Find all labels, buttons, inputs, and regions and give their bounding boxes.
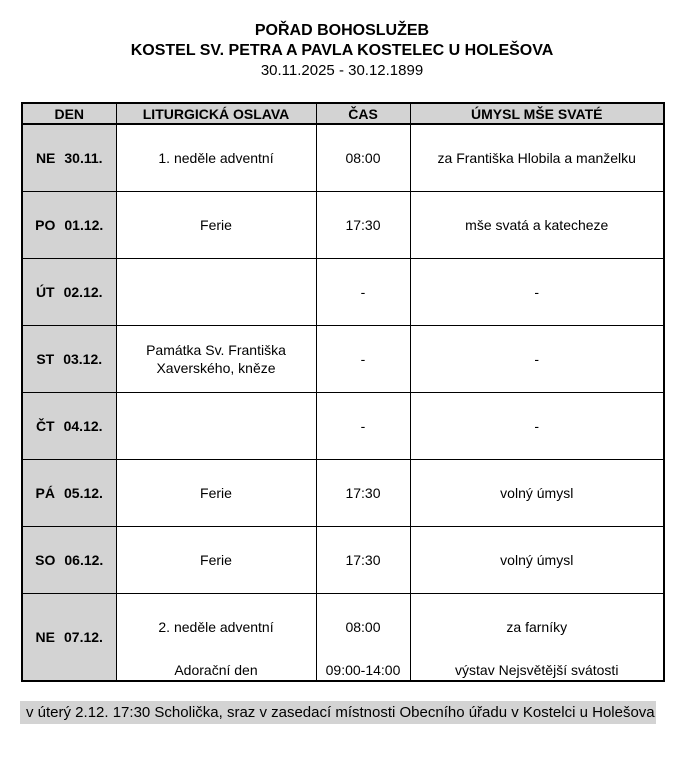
table-row xyxy=(22,392,664,459)
day-cell xyxy=(22,124,116,191)
day-abbr: PO xyxy=(35,216,56,233)
day-date: 03.12. xyxy=(63,350,103,367)
table-row xyxy=(22,124,664,191)
liturgy-cell xyxy=(116,593,316,681)
table-row xyxy=(22,191,664,258)
column-header-liturgicka-oslava: LITURGICKÁ OSLAVA xyxy=(116,103,316,124)
intention-line-1: za farníky xyxy=(506,619,568,636)
day-date: 05.12. xyxy=(64,484,103,501)
liturgy-cell: 1. neděle adventní xyxy=(116,124,316,191)
time-cell xyxy=(316,593,410,681)
day-cell xyxy=(22,325,116,392)
day-date: 30.11. xyxy=(64,149,103,166)
document-header xyxy=(0,0,684,81)
day-abbr: ST xyxy=(36,350,55,367)
time-cell: - xyxy=(316,392,410,459)
day-date: 02.12. xyxy=(63,283,103,300)
intention-line-2: výstav Nejsvětější svátosti xyxy=(455,661,619,678)
liturgy-line-2: Adorační den xyxy=(174,661,258,678)
intention-cell: volný úmysl xyxy=(410,526,664,593)
liturgy-line-1: 2. neděle adventní xyxy=(158,619,274,636)
day-abbr: NE xyxy=(35,628,55,645)
day-date: 01.12. xyxy=(64,216,104,233)
day-cell xyxy=(22,593,116,681)
intention-cell: - xyxy=(410,392,664,459)
column-header-cas: ČAS xyxy=(316,103,410,124)
day-abbr: ÚT xyxy=(35,283,55,300)
doc-subtitle: KOSTEL SV. PETRA A PAVLA KOSTELEC U HOLEŠOVA xyxy=(130,42,554,59)
day-date: 07.12. xyxy=(64,628,103,645)
time-cell: 17:30 xyxy=(316,459,410,526)
column-header-den: DEN xyxy=(22,103,116,124)
liturgy-cell: Ferie xyxy=(116,191,316,258)
doc-date-range: 30.11.2025 - 30.12.1899 xyxy=(260,62,424,79)
day-abbr: ČT xyxy=(35,417,55,434)
day-abbr: NE xyxy=(35,149,56,166)
intention-cell xyxy=(410,593,664,681)
liturgy-cell xyxy=(116,258,316,325)
table-row xyxy=(22,258,664,325)
table-row xyxy=(22,593,664,681)
header-row xyxy=(22,103,664,124)
day-cell xyxy=(22,258,116,325)
time-cell: 17:30 xyxy=(316,191,410,258)
table-row xyxy=(22,526,664,593)
time-cell: 17:30 xyxy=(316,526,410,593)
table-row xyxy=(22,459,664,526)
intention-cell: mše svatá a katecheze xyxy=(410,191,664,258)
doc-title: POŘAD BOHOSLUŽEB xyxy=(254,22,430,39)
intention-cell: - xyxy=(410,258,664,325)
day-abbr: SO xyxy=(35,551,56,568)
schedule-table xyxy=(21,102,665,682)
day-date: 06.12. xyxy=(64,551,104,568)
footer-note: v úterý 2.12. 17:30 Scholička, sraz v zasedací místnosti Obecního úřadu v Kostelci u Holešova xyxy=(20,701,656,724)
table-row xyxy=(22,325,664,392)
time-cell: - xyxy=(316,258,410,325)
liturgy-cell xyxy=(116,392,316,459)
column-header-umysl-mse-svate: ÚMYSL MŠE SVATÉ xyxy=(410,103,664,124)
time-line-2: 09:00-14:00 xyxy=(325,661,401,678)
day-cell xyxy=(22,459,116,526)
day-cell xyxy=(22,526,116,593)
day-date: 04.12. xyxy=(63,417,103,434)
time-line-1: 08:00 xyxy=(345,619,381,636)
intention-cell: - xyxy=(410,325,664,392)
intention-cell: volný úmysl xyxy=(410,459,664,526)
liturgy-cell: Památka Sv. Františka Xaverského, kněze xyxy=(116,325,316,392)
liturgy-cell: Ferie xyxy=(116,459,316,526)
day-cell xyxy=(22,191,116,258)
day-cell xyxy=(22,392,116,459)
liturgy-cell: Ferie xyxy=(116,526,316,593)
intention-cell: za Františka Hlobila a manželku xyxy=(410,124,664,191)
time-cell: - xyxy=(316,325,410,392)
time-cell: 08:00 xyxy=(316,124,410,191)
day-abbr: PÁ xyxy=(35,484,55,501)
